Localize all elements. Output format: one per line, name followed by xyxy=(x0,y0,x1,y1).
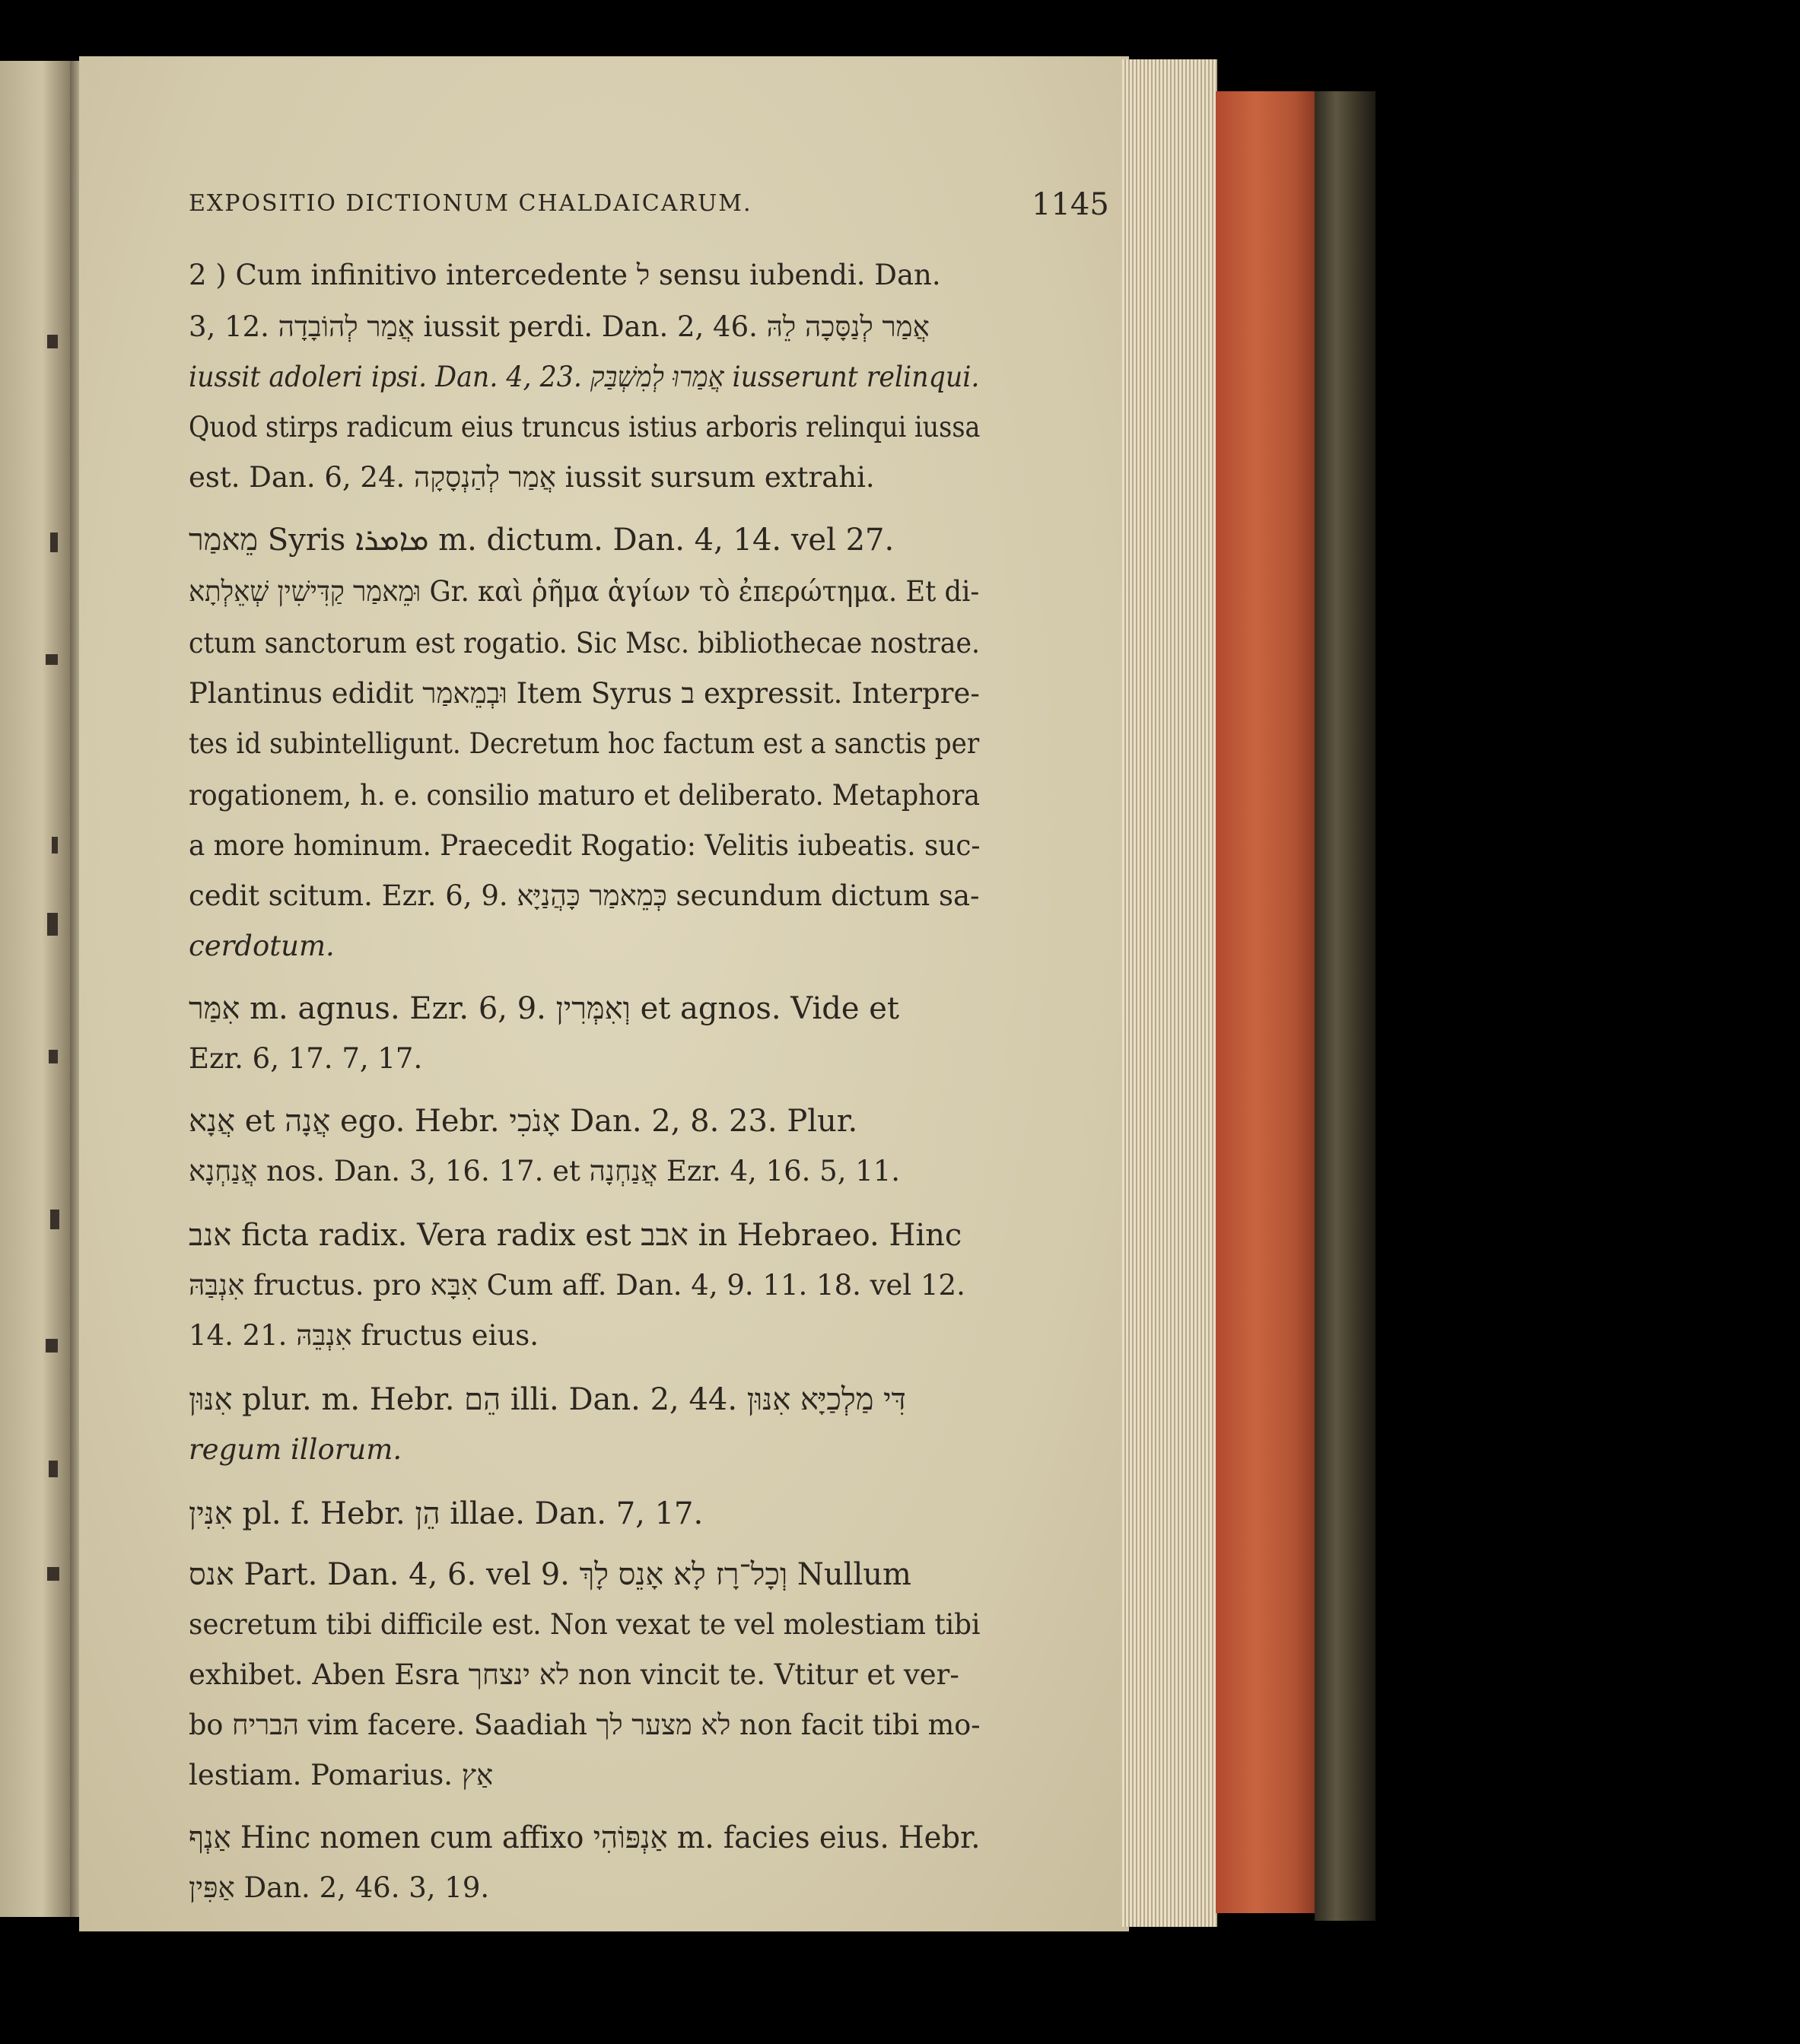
entry-line: מֵאמַר Syris ܡܐܡܪܐ m. dictum. Dan. 4, 14. vel 27. xyxy=(189,523,895,558)
text-line: Ezr. 6, 17. 7, 17. xyxy=(189,1042,423,1075)
left-page-text-fragments xyxy=(40,259,70,1704)
text-line: cerdotum. xyxy=(189,930,335,962)
page-number: 1145 xyxy=(1032,187,1109,222)
entry-line: אִנּוּן plur. m. Hebr. הֵם illi. Dan. 2, 44. דִּי מַלְכַיָּא אִנּוּן xyxy=(189,1382,906,1417)
text-line: secretum tibi difficile est. Non vexat te vel molestiam tibi xyxy=(189,1608,981,1641)
text-line: ctum sanctorum est rogatio. Sic Msc. bibliothecae nostrae. xyxy=(189,627,981,660)
text-line: rogationem, h. e. consilio maturo et deliberato. Metaphora xyxy=(189,779,981,812)
text-line: tes id subintelligunt. Decretum hoc factum est a sanctis per xyxy=(189,727,980,760)
entry-line: אֲנָא et אֲנָה ego. Hebr. אָנֹכִי Dan. 2, 8. 23. Plur. xyxy=(189,1104,858,1139)
page-block-edges xyxy=(1122,59,1217,1927)
fragment-marks xyxy=(46,335,59,1581)
text-line: אַפִּין Dan. 2, 46. 3, 19. xyxy=(189,1871,490,1904)
text-line: Quod stirps radicum eius truncus istius arboris relinqui iussa xyxy=(189,411,981,443)
text-line: lestiam. Pomarius. אַץ xyxy=(189,1759,494,1791)
running-header: EXPOSITIO DICTIONUM CHALDAICARUM. xyxy=(189,190,752,217)
text-line: cedit scitum. Ezr. 6, 9. כְּמֵאמַר כָּהֲנַיָּא secundum dictum sa- xyxy=(189,879,980,912)
red-fore-edge xyxy=(1216,91,1315,1913)
text-line: iussit adoleri ipsi. Dan. 4, 23. אֲמַרוּ לְמִשְׁבַּק iusserunt relinqui. xyxy=(189,361,980,393)
text-line: 3, 12. אֲמַר לְהוֹבָדָה iussit perdi. Dan. 2, 46. אֲמַר לְנַסָּכָה לֵהּ xyxy=(189,310,930,343)
entry-line: אנב ficta radix. Vera radix est אבב in Hebraeo. Hinc xyxy=(189,1218,962,1253)
text-line: bo הבריח vim facere. Saadiah לא מצער לך non facit tibi mo- xyxy=(189,1709,981,1741)
text-line: regum illorum. xyxy=(189,1433,402,1466)
entry-line: אִנִּין pl. f. Hebr. הֵן illae. Dan. 7, 17. xyxy=(189,1496,704,1531)
book-cover-edge xyxy=(1315,91,1375,1921)
text-line: Plantinus edidit וּבְמֵאמַר Item Syrus ב expressit. Interpre- xyxy=(189,677,980,710)
text-line: אֲנַחְנָא nos. Dan. 3, 16. 17. et אֲנַחְנָה Ezr. 4, 16. 5, 11. xyxy=(189,1155,901,1187)
text-line: est. Dan. 6, 24. אֲמַר לְהַנְסָקָה iussit sursum extrahi. xyxy=(189,461,875,494)
entry-line: אנס Part. Dan. 4, 6. vel 9. וְכָל־רָז לָא אָנֵס לָךְ Nullum xyxy=(189,1557,911,1592)
entry-line: אִמַּר m. agnus. Ezr. 6, 9. וְאִמְּרִין et agnos. Vide et xyxy=(189,991,900,1026)
text-line: a more hominum. Praecedit Rogatio: Velitis iubeatis. suc- xyxy=(189,829,981,862)
text-line: 14. 21. אִנְבֵּהּ fructus eius. xyxy=(189,1319,539,1352)
entry-line: אַנְף Hinc nomen cum affixo אַנְפּוֹהִי m. facies eius. Hebr. xyxy=(189,1820,981,1855)
text-line: וּמֵאמַר קַדִּישִׁין שְׁאֵלְתָא Gr. καὶ ῥῆμα ἁγίων τὸ ἐπερώτημα. Et di- xyxy=(189,575,980,608)
text-line: 2 ) Cum infinitivo intercedente ל sensu iubendi. Dan. xyxy=(189,259,941,291)
text-line: אִנְבַּהּ fructus. pro אִבָּא Cum aff. Dan. 4, 9. 11. 18. vel 12. xyxy=(189,1269,965,1302)
left-page-edge xyxy=(0,61,70,1917)
text-line: exhibet. Aben Esra לא ינצחך non vincit te. Vtitur et ver- xyxy=(189,1658,959,1691)
